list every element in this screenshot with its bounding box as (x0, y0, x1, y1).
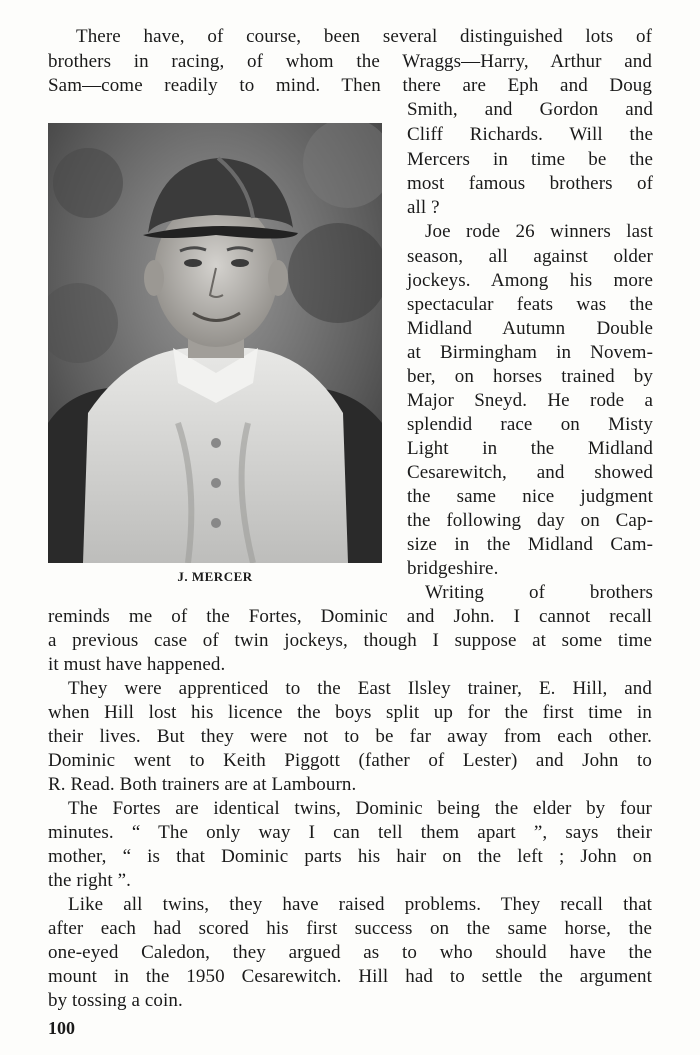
paragraph-1-line-4: Smith, and Gordon and (407, 99, 653, 120)
paragraph-2-line-5: Midland Autumn Double (407, 318, 653, 339)
paragraph-3-line-3: a previous case of twin jockeys, though I suppose at some time (48, 630, 652, 651)
paragraph-4-line-3: their lives. But they were not to be far away from each other. (48, 726, 652, 747)
paragraph-2-line-1: Joe rode 26 winners last (425, 221, 653, 242)
paragraph-3-line-4: it must have happened. (48, 654, 226, 675)
paragraph-6-line-5: by tossing a coin. (48, 990, 183, 1011)
paragraph-2-line-7: ber, on horses trained by (407, 366, 653, 387)
paragraph-2-line-8: Major Sneyd. He rode a (407, 390, 653, 411)
paragraph-2-line-15: bridgeshire. (407, 558, 499, 579)
paragraph-2-line-13: the following day on Cap- (407, 510, 653, 531)
paragraph-6-line-1: Like all twins, they have raised problems. They recall that (68, 894, 652, 915)
paragraph-6-line-2: after each had scored his first success on the same horse, the (48, 918, 652, 939)
paragraph-5-line-1: The Fortes are identical twins, Dominic being the elder by four (68, 798, 652, 819)
paragraph-3-line-1: Writing of brothers (425, 582, 653, 603)
paragraph-2-line-11: Cesarewitch, and showed (407, 462, 653, 483)
paragraph-4-line-1: They were apprenticed to the East Ilsley trainer, E. Hill, and (68, 678, 652, 699)
paragraph-1-line-6: Mercers in time be the (407, 149, 653, 170)
paragraph-5-line-3: mother, “ is that Dominic parts his hair on the left ; John on (48, 846, 652, 867)
paragraph-4-line-5: R. Read. Both trainers are at Lambourn. (48, 774, 357, 795)
paragraph-1-line-5: Cliff Richards. Will the (407, 124, 653, 145)
paragraph-2-line-6: at Birmingham in Novem- (407, 342, 653, 363)
paragraph-1-line-2: brothers in racing, of whom the Wraggs—Harry, Arthur and (48, 51, 652, 72)
paragraph-6-line-3: one-eyed Caledon, they argued as to who should have the (48, 942, 652, 963)
paragraph-2-line-4: spectacular feats was the (407, 294, 653, 315)
paragraph-2-line-14: size in the Midland Cam- (407, 534, 653, 555)
paragraph-2-line-3: jockeys. Among his more (407, 270, 653, 291)
photo-caption: J. MERCER (177, 569, 253, 584)
paragraph-6-line-4: mount in the 1950 Cesarewitch. Hill had to settle the argument (48, 966, 652, 987)
paragraph-2-line-2: season, all against older (407, 246, 653, 267)
paragraph-2-line-10: Light in the Midland (407, 438, 653, 459)
paragraph-2-line-9: splendid race on Misty (407, 414, 653, 435)
paragraph-5-line-4: the right ”. (48, 870, 131, 891)
jockey-portrait-photo (48, 123, 382, 563)
paragraph-1-line-1: There have, of course, been several distinguished lots of (76, 26, 652, 47)
paragraph-4-line-2: when Hill lost his licence the boys split up for the first time in (48, 702, 652, 723)
paragraph-1-line-3: Sam—come readily to mind. Then there are Eph and Doug (48, 75, 652, 96)
paragraph-4-line-4: Dominic went to Keith Piggott (father of Lester) and John to (48, 750, 652, 771)
paragraph-5-line-2: minutes. “ The only way I can tell them apart ”, says their (48, 822, 652, 843)
page-number: 100 (48, 1018, 75, 1038)
paragraph-1-line-8: all ? (407, 197, 440, 218)
paragraph-2-line-12: the same nice judgment (407, 486, 653, 507)
paragraph-1-line-7: most famous brothers of (407, 173, 653, 194)
paragraph-3-line-2: reminds me of the Fortes, Dominic and John. I cannot recall (48, 606, 652, 627)
jockey-portrait-image (48, 123, 382, 563)
